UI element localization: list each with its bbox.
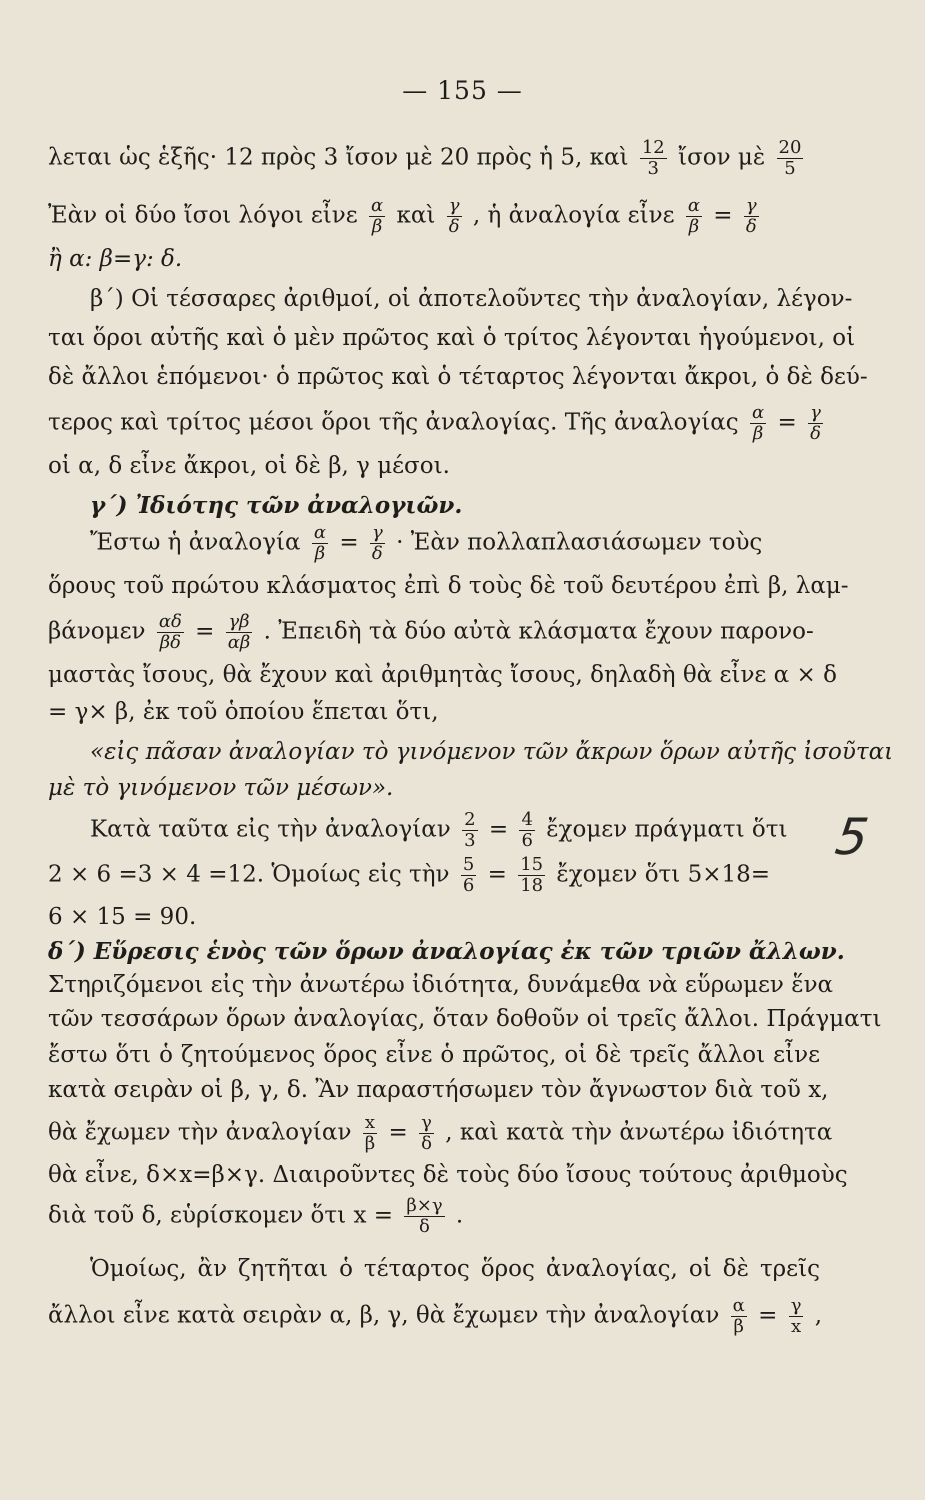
denominator: δ bbox=[421, 1133, 432, 1154]
line-text: 2 × 6 =3 × 4 =12. Ὁμοίως εἰς τὴν bbox=[48, 861, 450, 888]
line-text: Κατὰ ταῦτα εἰς τὴν ἀναλογίαν bbox=[90, 816, 451, 843]
section-heading-gamma: γ΄) Ἰδιότης τῶν ἀναλογιῶν. bbox=[90, 492, 463, 519]
denominator: δ bbox=[448, 216, 460, 237]
denominator: x bbox=[791, 1316, 802, 1337]
numerator: αδ bbox=[158, 611, 182, 632]
text-line-4: β΄) Οἱ τέσσαρες ἀριθμοί, οἱ ἀποτελοῦντες τὴν ἀναλογίαν, λέγον- bbox=[90, 286, 853, 312]
line-text: . bbox=[455, 1202, 464, 1229]
numerator: 4 bbox=[521, 809, 533, 830]
fraction bbox=[640, 138, 667, 179]
denominator: β bbox=[364, 1133, 376, 1154]
text-line-6: δὲ ἄλλοι ἑπόμενοι· ὁ πρῶτος καὶ ὁ τέταρτος λέγονται ἄκροι, ὁ δὲ δεύ- bbox=[48, 364, 868, 390]
equals-sign: = bbox=[777, 409, 797, 436]
line-text: λεται ὡς ἑξῆς· 12 πρὸς 3 ἴσον μὲ 20 πρὸς ἡ 5, καὶ bbox=[48, 144, 629, 171]
line-text: , ἡ ἀναλογία εἶνε bbox=[472, 202, 675, 229]
denominator: δ bbox=[810, 423, 821, 444]
line-text: · Ἐὰν πολλαπλασιάσωμεν τοὺς bbox=[396, 529, 763, 556]
equals-sign: = bbox=[195, 618, 215, 645]
line-text: , καὶ κατὰ τὴν ἀνωτέρω ἰδιότητα bbox=[445, 1119, 833, 1146]
fraction bbox=[363, 1113, 377, 1154]
denominator: β bbox=[733, 1316, 744, 1337]
line-text: , bbox=[814, 1302, 823, 1329]
fraction bbox=[744, 196, 759, 237]
line-text: Ἔστω ἡ ἀναλογία bbox=[90, 529, 301, 556]
fraction bbox=[808, 403, 823, 444]
handwritten-margin-mark: 5 bbox=[831, 808, 872, 866]
numerator: α bbox=[732, 1295, 745, 1316]
text-line-11: ὅρους τοῦ πρώτου κλάσματος ἐπὶ δ τοὺς δὲ τοῦ δευτέρου ἐπὶ β, λαμ- bbox=[48, 573, 849, 599]
line-text: ἄλλοι εἶνε κατὰ σειρὰν α, β, γ, θὰ ἔχωμεν τὴν ἀναλογίαν bbox=[48, 1302, 720, 1329]
text-line-23: ἔστω ὅτι ὁ ζητούμενος ὅρος εἶνε ὁ πρῶτος, οἱ δὲ τρεῖς ἄλλοι εἶνε bbox=[48, 1042, 820, 1068]
text-line-2 bbox=[48, 196, 763, 237]
equals-sign: = bbox=[339, 529, 359, 556]
fraction bbox=[750, 403, 766, 444]
line-text: βάνομεν bbox=[48, 618, 146, 645]
text-line-29 bbox=[48, 1296, 822, 1337]
numerator: 12 bbox=[641, 137, 665, 158]
line-text: διὰ τοῦ δ, εὑρίσκομεν ὅτι x = bbox=[48, 1202, 394, 1229]
denominator: αβ bbox=[227, 632, 251, 653]
text-line-7 bbox=[48, 403, 827, 444]
text-line-26: θὰ εἶνε, δ×x=β×γ. Διαιροῦντες δὲ τοὺς δύο ἴσους τούτους ἀριθμοὺς bbox=[48, 1162, 848, 1188]
text-line-10 bbox=[90, 523, 762, 564]
numerator: 20 bbox=[778, 137, 802, 158]
quote-line-1: «εἰς πᾶσαν ἀναλογίαν τὸ γινόμενον τῶν ἄκρων ὅρων αὐτῆς ἰσοῦται bbox=[90, 739, 894, 765]
line-text: ἔχομεν πράγματι ὅτι bbox=[546, 816, 788, 843]
line-text: ἔχομεν ὅτι 5×18= bbox=[556, 861, 771, 888]
quote-line-2: μὲ τὸ γινόμενον τῶν μέσων». bbox=[48, 775, 394, 801]
equals-sign: = bbox=[713, 202, 733, 229]
fraction bbox=[686, 196, 702, 237]
numerator: γ bbox=[447, 196, 462, 217]
text-line-1 bbox=[48, 138, 807, 179]
fraction bbox=[519, 810, 534, 851]
fraction bbox=[312, 523, 328, 564]
text-line-8: οἱ α, δ εἶνε ἄκροι, οἱ δὲ β, γ μέσοι. bbox=[48, 453, 450, 479]
line-text: Ἐὰν οἱ δύο ἴσοι λόγοι εἶνε bbox=[48, 202, 358, 229]
line-text: ἴσον μὲ bbox=[678, 144, 766, 171]
denominator: 5 bbox=[784, 158, 796, 179]
text-line-12 bbox=[48, 612, 814, 653]
denominator: 18 bbox=[520, 875, 544, 896]
equals-sign: = bbox=[488, 816, 509, 843]
text-line-3: ἢ α: β=γ: δ. bbox=[48, 246, 183, 272]
numerator: x bbox=[363, 1113, 377, 1134]
numerator: β×γ bbox=[406, 1195, 443, 1216]
denominator: β bbox=[371, 216, 383, 237]
text-line-17 bbox=[90, 810, 788, 851]
denominator: δ bbox=[371, 543, 383, 564]
text-line-5: ται ὅροι αὐτῆς καὶ ὁ μὲν πρῶτος καὶ ὁ τρίτος λέγονται ἡγούμενοι, οἱ bbox=[48, 325, 856, 351]
numerator: γ bbox=[419, 1113, 434, 1134]
line-text: . Ἐπειδὴ τὰ δύο αὐτὰ κλάσματα ἔχουν παρονο- bbox=[263, 618, 814, 645]
fraction bbox=[462, 810, 477, 851]
denominator: βδ bbox=[159, 632, 181, 653]
fraction bbox=[369, 196, 385, 237]
fraction bbox=[518, 855, 545, 896]
line-text: τερος καὶ τρίτος μέσοι ὅροι τῆς ἀναλογίας. Τῆς ἀναλογίας bbox=[48, 409, 739, 436]
fraction bbox=[419, 1113, 434, 1154]
denominator: 3 bbox=[464, 830, 476, 851]
line-text: θὰ ἔχωμεν τὴν ἀναλογίαν bbox=[48, 1119, 352, 1146]
numerator: 2 bbox=[464, 809, 476, 830]
numerator: α bbox=[687, 195, 700, 216]
text-line-25 bbox=[48, 1113, 832, 1154]
text-line-27 bbox=[48, 1196, 463, 1237]
numerator: α bbox=[313, 522, 327, 543]
fraction bbox=[731, 1296, 747, 1337]
page-number: — 155 — bbox=[402, 76, 523, 105]
denominator: δ bbox=[745, 216, 757, 237]
text-line-13: μαστὰς ἴσους, θὰ ἔχουν καὶ ἀριθμητὰς ἴσους, δηλαδὴ θὰ εἶνε α × δ bbox=[48, 662, 837, 688]
denominator: β bbox=[752, 423, 764, 444]
equals-sign: = bbox=[388, 1119, 408, 1146]
fraction bbox=[404, 1196, 444, 1237]
line-text: καὶ bbox=[396, 202, 436, 229]
text-line-19: 6 × 15 = 90. bbox=[48, 904, 197, 930]
text-line-18 bbox=[48, 855, 770, 896]
fraction bbox=[789, 1296, 804, 1337]
equals-sign: = bbox=[758, 1302, 778, 1329]
denominator: 3 bbox=[647, 158, 659, 179]
numerator: γ bbox=[370, 523, 385, 544]
numerator: γ bbox=[744, 196, 759, 217]
fraction bbox=[447, 196, 462, 237]
text-line-21: Στηριζόμενοι εἰς τὴν ἀνωτέρω ἰδιότητα, δυνάμεθα νὰ εὕρωμεν ἕνα bbox=[48, 972, 834, 998]
fraction bbox=[226, 612, 253, 653]
numerator: γβ bbox=[226, 612, 253, 633]
numerator: 5 bbox=[462, 854, 475, 875]
fraction bbox=[461, 855, 476, 896]
denominator: 6 bbox=[462, 875, 475, 896]
denominator: δ bbox=[419, 1216, 430, 1237]
text-line-24: κατὰ σειρὰν οἱ β, γ, δ. Ἂν παραστήσωμεν τὸν ἄγνωστον διὰ τοῦ x, bbox=[48, 1077, 829, 1103]
numerator: α bbox=[752, 402, 765, 423]
denominator: β bbox=[314, 543, 326, 564]
text-line-28: Ὁμοίως, ἂν ζητῆται ὁ τέταρτος ὅρος ἀναλογίας, οἱ δὲ τρεῖς bbox=[90, 1256, 820, 1282]
section-heading-delta: δ΄) Εὕρεσις ἑνὸς τῶν ὅρων ἀναλογίας ἐκ τῶν τριῶν ἄλλων. bbox=[48, 938, 845, 965]
equals-sign: = bbox=[487, 861, 507, 888]
numerator: γ bbox=[808, 403, 823, 424]
fraction bbox=[370, 523, 385, 564]
text-line-22: τῶν τεσσάρων ὅρων ἀναλογίας, ὅταν δοθοῦν οἱ τρεῖς ἄλλοι. Πράγματι bbox=[48, 1006, 882, 1032]
text-line-14: = γ× β, ἐκ τοῦ ὁποίου ἕπεται ὅτι, bbox=[48, 699, 439, 725]
denominator: 6 bbox=[521, 830, 533, 851]
fraction bbox=[157, 612, 184, 653]
fraction bbox=[777, 138, 804, 179]
numerator: α bbox=[371, 195, 384, 216]
numerator: 15 bbox=[520, 854, 544, 875]
denominator: β bbox=[688, 216, 700, 237]
numerator: γ bbox=[790, 1295, 802, 1316]
